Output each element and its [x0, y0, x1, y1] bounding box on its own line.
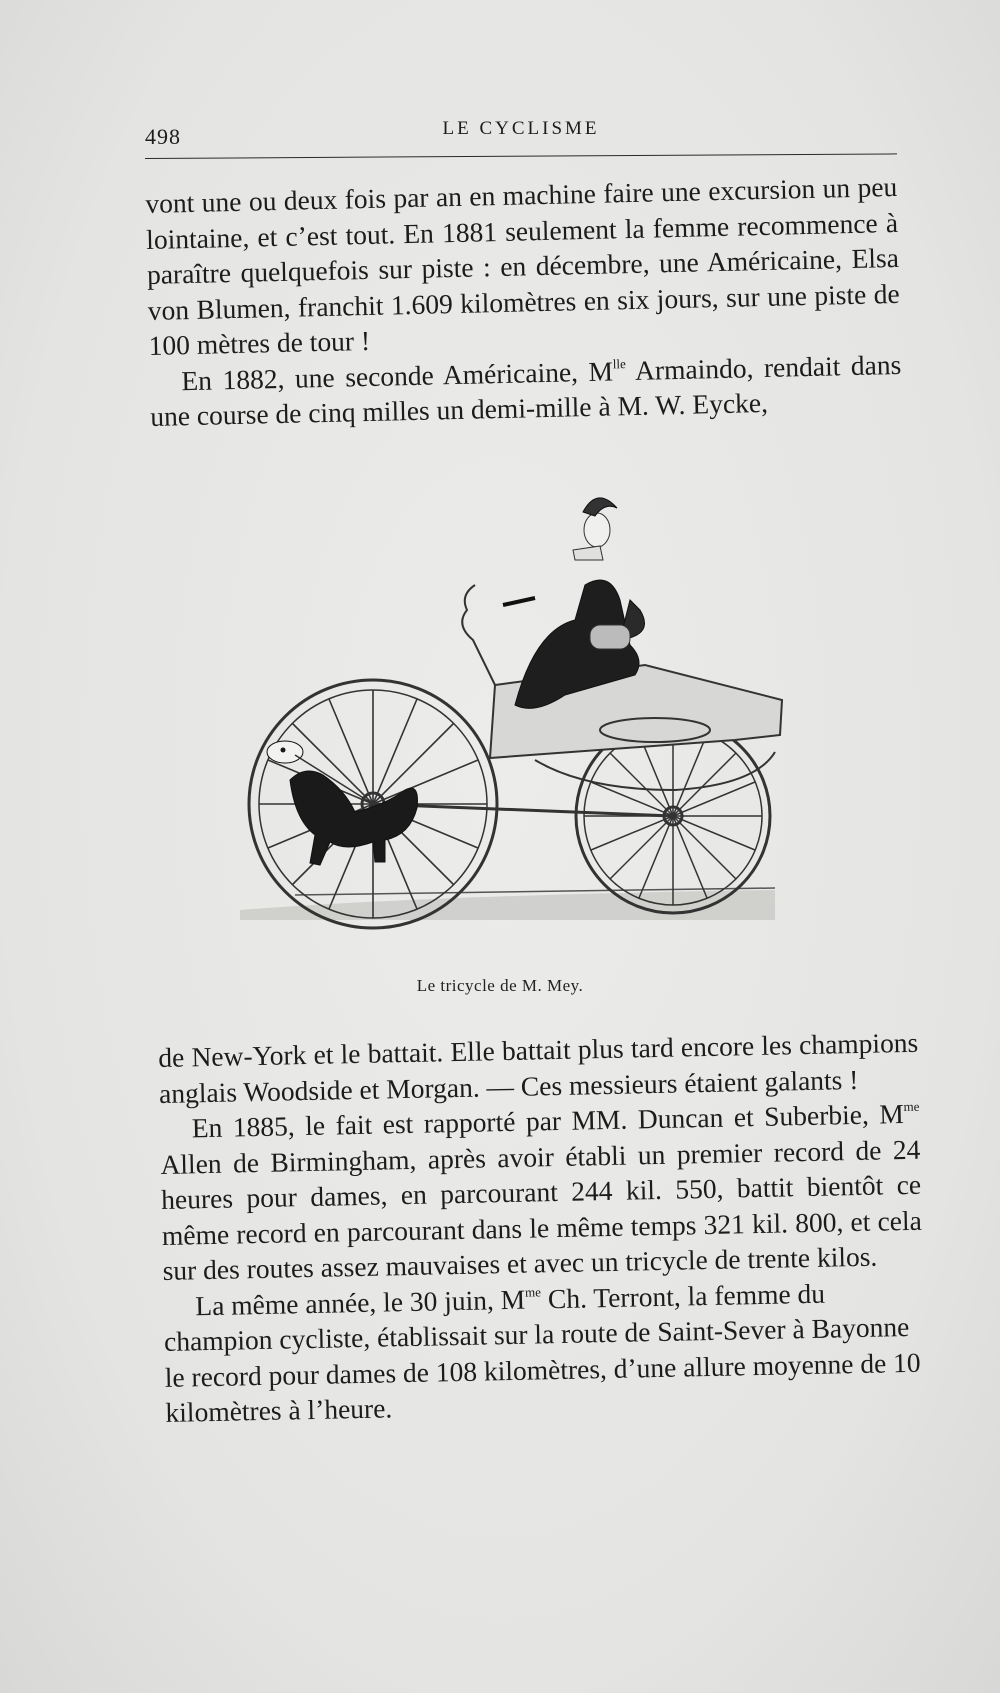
top-text-block — [145, 169, 902, 434]
tiller — [462, 585, 495, 685]
page-number: 498 — [145, 124, 181, 149]
page-header — [145, 118, 897, 148]
running-title: LE CYCLISME — [442, 118, 600, 139]
paragraph: vont une ou deux fois par an en machine faire une excursion un peu lointaine, et c’est tout. En 1881 seulement la femme recommence à paraître quelquefois sur piste : en décembre, une Américaine, Elsa von Blumen, franchit 1.609 kilomètres en six jours, sur une piste de 100 mètres de tour ! — [145, 170, 900, 361]
header-rule — [145, 153, 897, 159]
tricycle-illustration — [235, 490, 845, 990]
paragraph: En 1885, le fait est rapporté par MM. Duncan et Suberbie, $M^{me}$ Allen de Birmingham, après avoir établi un premier record de 24 heures pour dames, en parcourant 244 kil. 550, battit bientôt ce même record en parcourant dans le même temps 321 kil. 800, et cela sur des routes assez mauvaises et avec un tricycle de trente kilos. — [160, 1098, 923, 1286]
bottom-text-block — [158, 1025, 926, 1431]
figure-caption: Le tricycle de M. Mey. — [416, 976, 584, 995]
woman-figure — [503, 498, 645, 708]
paragraph: de New-York et le battait. Elle battait plus tard encore les champions anglais Woodside et Morgan. — Ces messieurs étaient galants ! — [158, 1026, 919, 1109]
dog-figure — [267, 741, 418, 865]
paragraph: En 1882, une seconde Américaine, $M^{lle}$ Armaindo, rendait dans une course de cinq milles un demi-mille à M. W. Eycke, — [149, 348, 902, 432]
paragraph: La même année, le 30 juin, $M^{me}$ Ch. Terront, la femme du champion cycliste, établissait sur la route de Saint-Sever à Bayonne le record pour dames de 108 kilomètres, d’une allure moyenne de 10 kilomètres à l’heure. — [163, 1277, 921, 1428]
